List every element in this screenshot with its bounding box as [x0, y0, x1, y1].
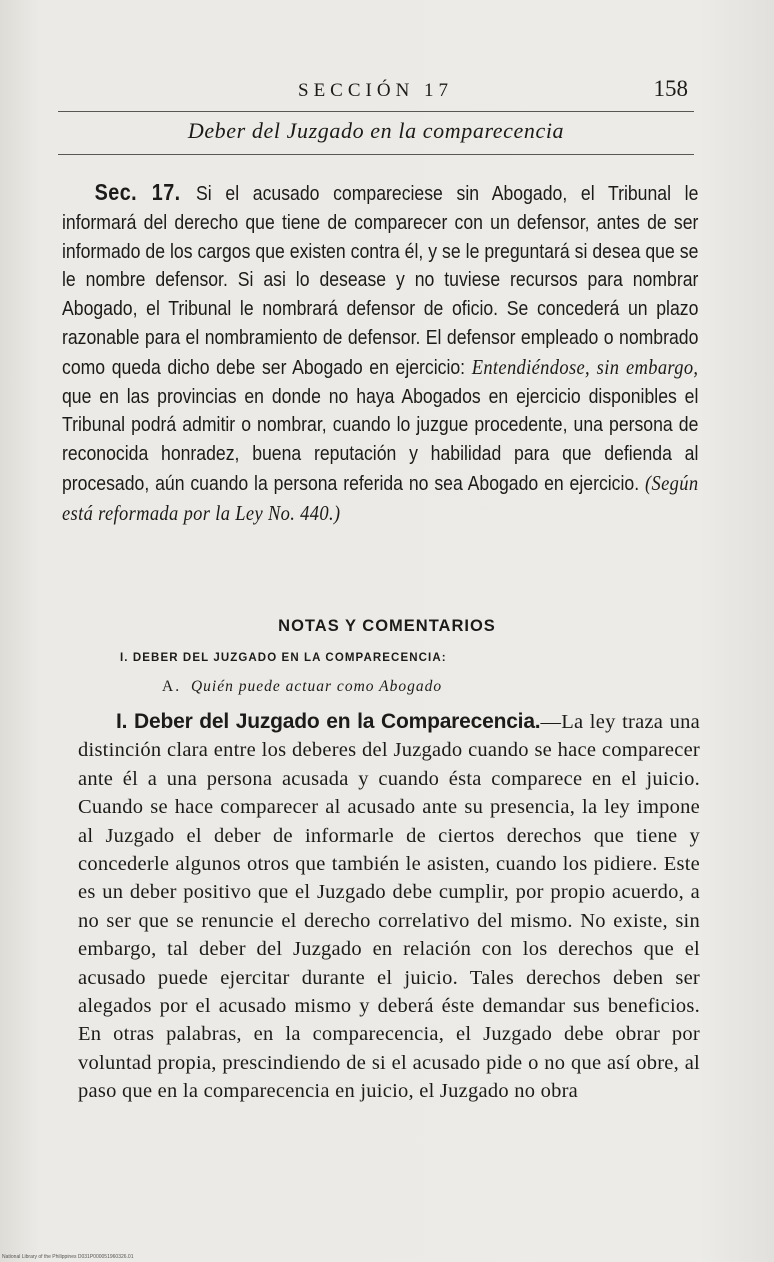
commentary-text: —La ley traza una distinción clara entre los deberes del Juzgado cuando se hace comparecer ante él a una persona acusada y cuando ésta comparece en el juicio. Cuando se hace comparecer al acusado ante su presencia, la ley impone al Juzgado el deber de informarle de ciertos derechos que tiene y concederle algunos otros que también le asisten, cuando los pidiere. Este es un deber positivo que el Juzgado debe cumplir, por propio acuerdo, a no ser que se renuncie el derecho correlativo del mismo. No existe, sin embargo, tal deber del Juzgado en relación con los derechos que el acusado puede ejercitar durante el juicio. Tales derechos deben ser alegados por el acusado mismo y deberá éste demandar sus beneficios. En otras palabras, en la comparecencia, el Juzgado debe obrar por voluntad propia, prescindiendo de si el acusado pide o no que así obre, al paso que en la comparecencia en juicio, el Juzgado no obra — [78, 711, 700, 1103]
amendment-note: (Según está reformada por la Ley No. 440.) — [62, 470, 699, 525]
page-number: 158 — [653, 76, 688, 101]
outline-item-1: I. DEBER DEL JUZGADO EN LA COMPARECENCIA: — [120, 652, 447, 664]
header-rule-bottom — [58, 154, 694, 155]
commentary-paragraph — [78, 708, 700, 1106]
scan-footer: National Library of the Philippines D031P000051960326.01 — [2, 1254, 134, 1260]
statute-text-part-1: Si el acusado compareciese sin Abogado, el Tribunal le informará del derecho que tiene de comparecer con un defensor, antes de ser informado de los cargos que existen contra él, y se le preguntará si desea que se le nombre defensor. Si asi lo desease y no tuviese recursos para nombrar Abogado, el Tribunal le nombrará defensor de oficio. Se concederá un plazo razonable para el nombramiento de defensor. El defensor empleado o nombrado como queda dicho debe ser Abogado en ejercicio: — [62, 182, 699, 379]
running-head — [60, 76, 690, 106]
statute-section-label: Sec. 17. — [94, 179, 181, 205]
header-rule-top — [58, 111, 694, 112]
statute-text-part-2: que en las provincias en donde no haya Abogados en ejercicio disponibles el Tribunal podrá admitir o nombrar, cuando lo juzgue procedente, una persona de reconocida honradez, buena reputación y habilidad para que defienda al procesado, aún cuando la persona referida no sea Abogado en ejercicio. — [62, 384, 699, 495]
page-subtitle: Deber del Juzgado en la comparecencia — [187, 118, 565, 143]
commentary-heading: I. Deber del Juzgado en la Comparecencia. — [116, 710, 541, 733]
outline-item-a — [162, 678, 442, 696]
statute-italic-proviso: Entendiéndose, sin embargo, — [471, 354, 699, 379]
outline-item-a-text: Quién puede actuar como Abogado — [190, 678, 443, 695]
section-label: SECCIÓN 17 — [298, 80, 454, 101]
notes-heading: NOTAS Y COMENTARIOS — [278, 617, 496, 635]
statute-text — [62, 178, 698, 529]
outline-item-a-letter: A. — [162, 678, 182, 695]
